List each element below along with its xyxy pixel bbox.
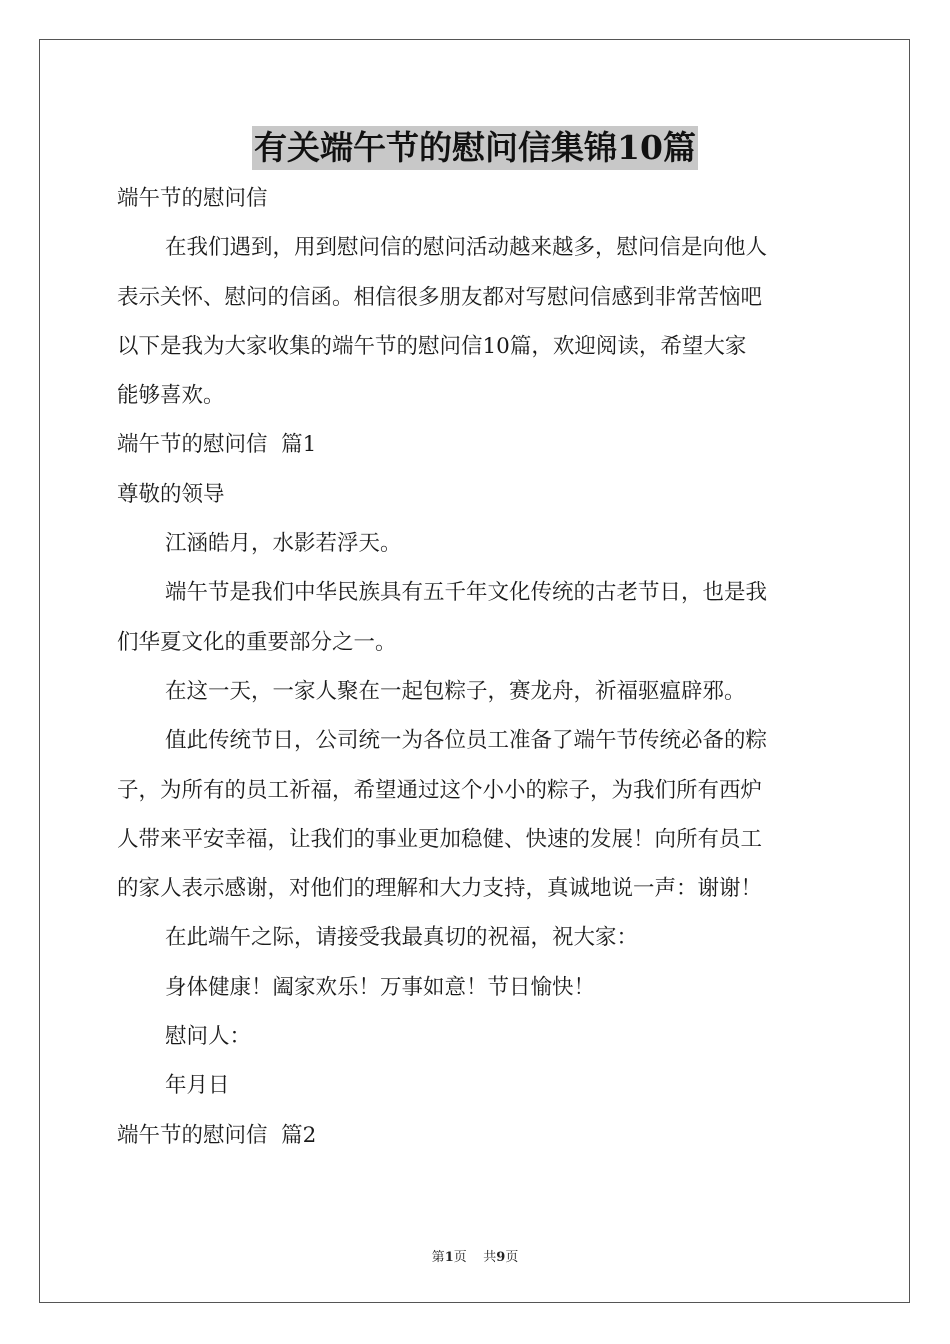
text-line: 们华夏文化的重要部分之一。 [117, 629, 397, 655]
text-line: 尊敬的领导 [117, 481, 225, 507]
footer-suffix: 页 [505, 1250, 519, 1265]
text-line: 表示关怀、慰问的信函。相信很多朋友都对写慰问信感到非常苦恼吧 [117, 284, 763, 310]
text-line: 在我们遇到，用到慰问信的慰问活动越来越多，慰问信是向他人 [165, 235, 768, 261]
text-line: 年月日 [165, 1073, 230, 1099]
footer-current-page: 1 [444, 1250, 454, 1265]
text-line: 的家人表示感谢，对他们的理解和大力支持，真诚地说一声：谢谢！ [117, 876, 763, 902]
page-footer [0, 1246, 950, 1265]
text-line: 身体健康！阖家欢乐！万事如意！节日愉快！ [165, 974, 596, 1000]
document-title: 有关端午节的慰问信集锦10篇 [252, 126, 698, 170]
text-line: 能够喜欢。 [117, 383, 225, 409]
text-line: 端午节是我们中华民族具有五千年文化传统的古老节日，也是我 [165, 580, 768, 606]
text-line: 以下是我为大家收集的端午节的慰问信10篇，欢迎阅读，希望大家 [117, 333, 747, 359]
text-line: 端午节的慰问信 篇1 [117, 432, 317, 458]
footer-total-pages: 9 [496, 1250, 506, 1265]
footer-prefix: 第 [431, 1250, 445, 1265]
footer-mid: 页 共 [453, 1250, 497, 1265]
text-line: 子，为所有的员工祈福，希望通过这个小小的粽子，为我们所有西炉 [117, 777, 763, 803]
text-line: 慰问人： [165, 1024, 252, 1050]
document-body [117, 174, 834, 1160]
text-line: 在此端午之际，请接受我最真切的祝福，祝大家： [165, 925, 639, 951]
text-line: 值此传统节日，公司统一为各位员工准备了端午节传统必备的粽 [165, 728, 768, 754]
text-line: 端午节的慰问信 篇2 [117, 1122, 317, 1148]
text-line: 江涵皓月，水影若浮天。 [165, 531, 402, 557]
text-line: 端午节的慰问信 [117, 186, 268, 211]
text-line: 人带来平安幸福，让我们的事业更加稳健、快速的发展！向所有员工 [117, 826, 763, 852]
title-wrap [0, 126, 950, 170]
text-line: 在这一天，一家人聚在一起包粽子，赛龙舟，祈福驱瘟辟邪。 [165, 678, 746, 704]
